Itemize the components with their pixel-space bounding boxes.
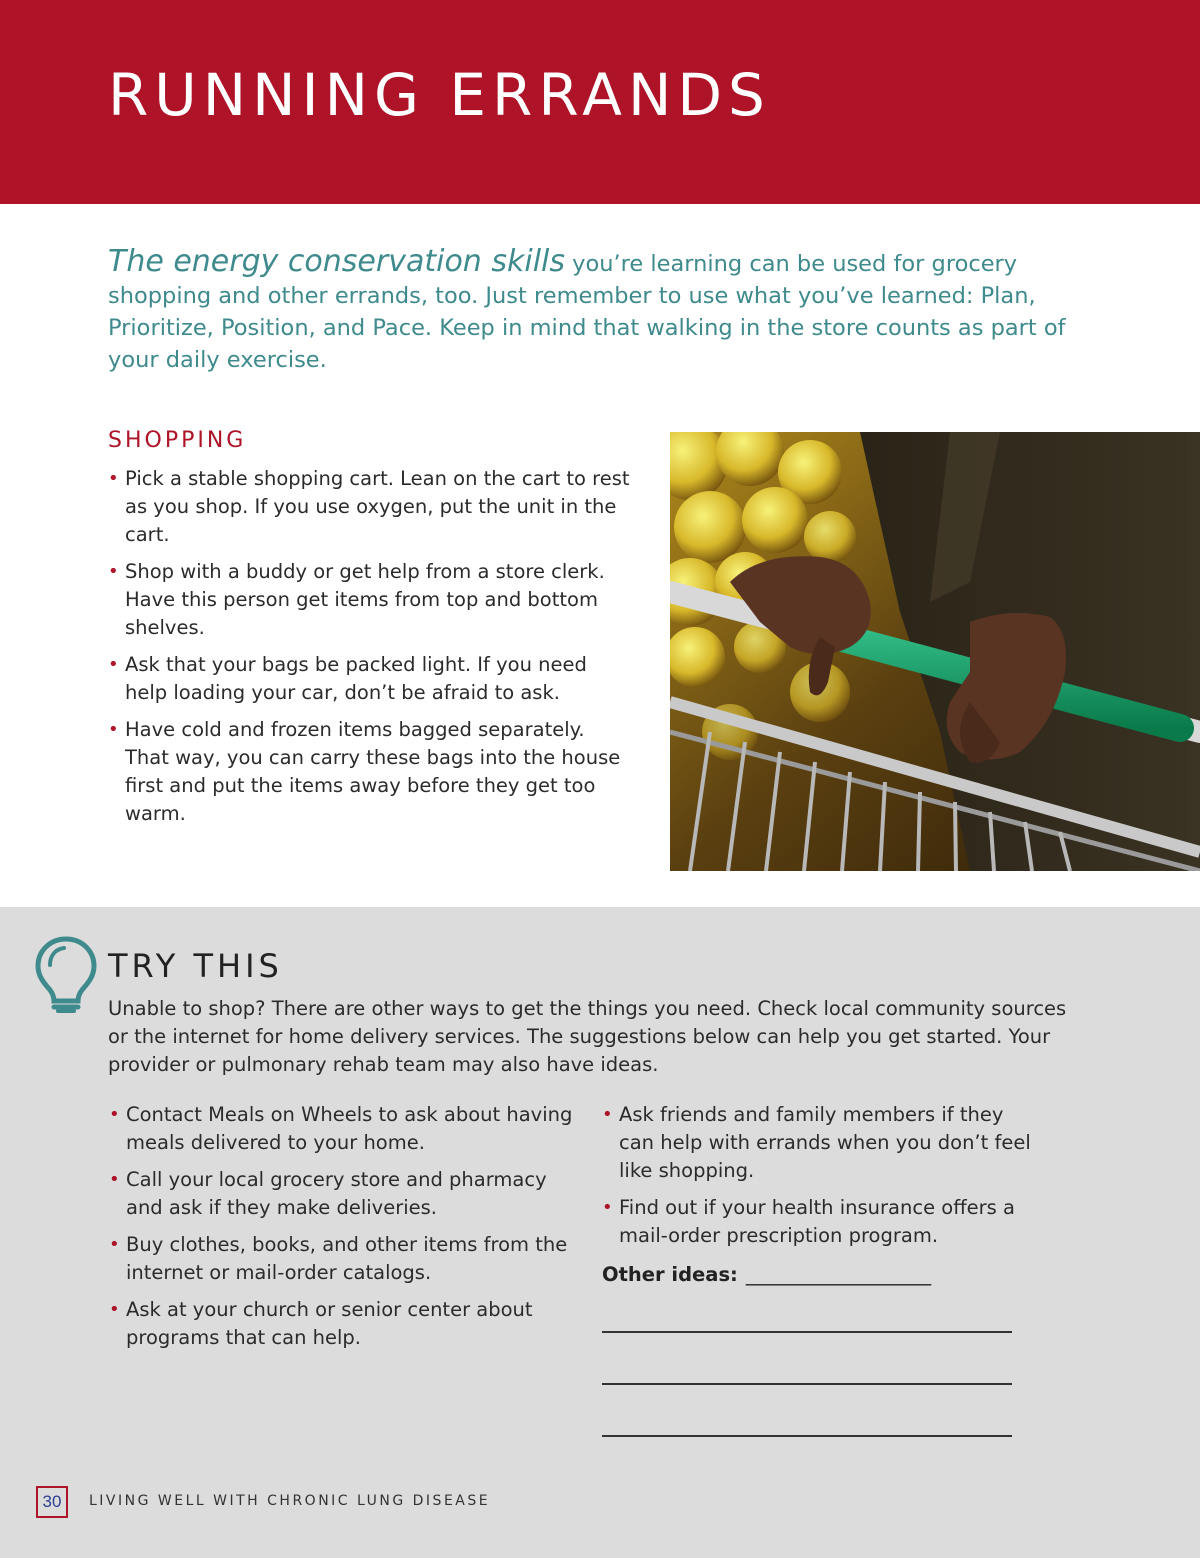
list-item: • Find out if your health insurance offers a mail-order prescription program. — [602, 1194, 1042, 1250]
list-item: • Shop with a buddy or get help from a store clerk. Have this person get items from top and bottom shelves. — [108, 558, 633, 642]
intro-body: you’re learning can be used for grocery shopping and other errands, too. Just remember to use what you’ve learned: Plan, Prioritize, Position, and Pace. Keep in mind that walking in the store counts as part of your daily exercise. — [108, 251, 1066, 373]
list-item: • Buy clothes, books, and other items from the internet or mail-order catalogs. — [109, 1231, 579, 1287]
try-this-left-list — [109, 1101, 579, 1361]
list-item: • Contact Meals on Wheels to ask about having meals delivered to your home. — [109, 1101, 579, 1157]
list-item: • Call your local grocery store and pharmacy and ask if they make deliveries. — [109, 1166, 579, 1222]
try-this-description: Unable to shop? There are other ways to get the things you need. Check local community sources or the internet for home delivery services. The suggestions below can help you get started. Your provider or pulmonary rehab team may also have ideas. — [108, 997, 1067, 1076]
try-this-right-list — [602, 1101, 1042, 1259]
list-item: • Ask that your bags be packed light. If you need help loading your car, don’t be afraid to ask. — [108, 651, 633, 707]
other-ideas-line[interactable]: ___________________ — [745, 1263, 932, 1286]
list-item: • Ask friends and family members if they can help with errands when you don’t feel like shopping. — [602, 1101, 1042, 1185]
shopping-list — [108, 465, 633, 837]
blank-line[interactable] — [602, 1331, 1012, 1333]
blank-line[interactable] — [602, 1435, 1012, 1437]
page-title: RUNNING ERRANDS — [108, 61, 771, 129]
list-item: • Ask at your church or senior center about programs that can help. — [109, 1296, 579, 1352]
page-header — [0, 0, 1200, 204]
shopping-heading: SHOPPING — [108, 428, 247, 453]
other-ideas-field[interactable] — [602, 1263, 931, 1286]
shopping-cart-photo — [670, 432, 1200, 871]
list-item: • Pick a stable shopping cart. Lean on the cart to rest as you shop. If you use oxygen, put the unit in the cart. — [108, 465, 633, 549]
footer-title: LIVING WELL WITH CHRONIC LUNG DISEASE — [89, 1493, 491, 1509]
intro-lead: The energy conservation skills — [108, 244, 565, 279]
intro-paragraph — [108, 246, 1098, 376]
page-number: 30 — [36, 1486, 68, 1518]
list-item: • Have cold and frozen items bagged separately. That way, you can carry these bags into the house first and put the items away before they get too warm. — [108, 716, 633, 828]
try-this-heading: TRY THIS — [108, 947, 283, 985]
lightbulb-icon — [34, 935, 98, 1015]
try-this-panel — [0, 907, 1200, 1558]
other-ideas-label: Other ideas: — [602, 1263, 738, 1286]
blank-line[interactable] — [602, 1383, 1012, 1385]
